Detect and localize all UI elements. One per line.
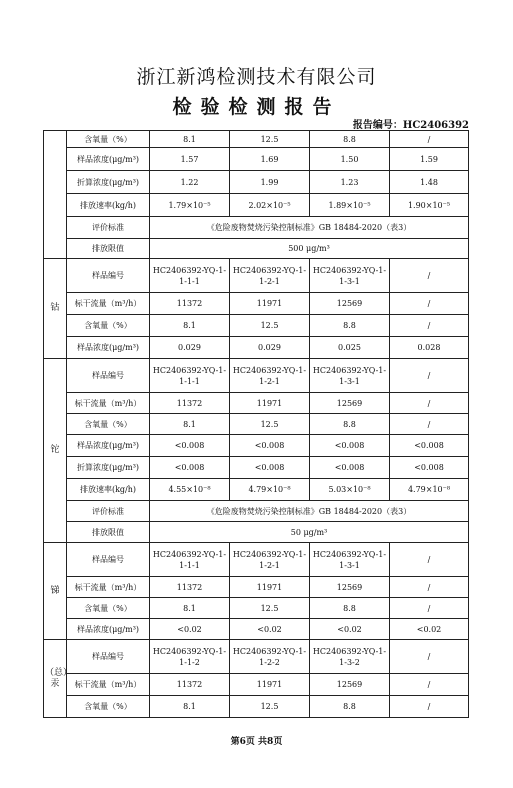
standard-value: 《危险废物焚烧污染控制标准》GB 18484-2020（表3） — [150, 501, 469, 522]
value-cell: 4.55×10⁻⁸ — [150, 479, 230, 501]
value-cell: <0.008 — [150, 435, 230, 457]
report-number: 报告编号：HC2406392 — [352, 120, 469, 131]
value-cell: 8.8 — [310, 315, 390, 337]
results-table — [43, 130, 469, 718]
table-row — [44, 217, 469, 239]
row-label: 含氧量（%） — [67, 131, 150, 148]
row-label: 排放速率(kg/h) — [67, 194, 150, 217]
value-cell: 8.1 — [150, 131, 230, 148]
row-label: 样品浓度(μg/m³) — [67, 435, 150, 457]
sample-id: / — [390, 259, 469, 293]
row-label: 标干流量（m³/h） — [67, 393, 150, 414]
sample-id: HC2406392-YQ-1-1-3-2 — [310, 640, 390, 674]
company-name: 浙江新鸿检测技术有限公司 — [136, 66, 377, 88]
value-cell: 12.5 — [230, 414, 310, 435]
value-cell: 8.8 — [310, 696, 390, 718]
table-row — [44, 674, 469, 696]
value-cell: 8.1 — [150, 696, 230, 718]
value-cell: 11971 — [230, 674, 310, 696]
value-cell: / — [390, 293, 469, 315]
value-cell: <0.008 — [150, 457, 230, 479]
row-label: 标干流量（m³/h） — [67, 293, 150, 315]
value-cell: 12.5 — [230, 696, 310, 718]
value-cell: 1.48 — [390, 171, 469, 194]
table-row — [44, 435, 469, 457]
value-cell: 12.5 — [230, 598, 310, 619]
table-row — [44, 696, 469, 718]
value-cell: 1.59 — [390, 148, 469, 171]
row-label: 含氧量（%） — [67, 315, 150, 337]
value-cell: 12569 — [310, 577, 390, 598]
row-label: 含氧量（%） — [67, 598, 150, 619]
value-cell: / — [390, 598, 469, 619]
sample-id: / — [390, 640, 469, 674]
value-cell: 1.50 — [310, 148, 390, 171]
value-cell: 11971 — [230, 577, 310, 598]
value-cell: 8.1 — [150, 315, 230, 337]
value-cell: 0.029 — [150, 337, 230, 359]
table-row — [44, 359, 469, 393]
table-row — [44, 640, 469, 674]
row-label: 评价标准 — [67, 501, 150, 522]
limit-value: 50 μg/m³ — [150, 522, 469, 543]
value-cell: 12569 — [310, 674, 390, 696]
table-row — [44, 577, 469, 598]
value-cell: <0.008 — [230, 457, 310, 479]
value-cell: 0.028 — [390, 337, 469, 359]
value-cell: / — [390, 674, 469, 696]
row-label: 折算浓度(μg/m³) — [67, 171, 150, 194]
sample-id: HC2406392-YQ-1-1-2-1 — [230, 359, 310, 393]
value-cell: 1.22 — [150, 171, 230, 194]
value-cell: / — [390, 696, 469, 718]
table-row — [44, 239, 469, 259]
value-cell: 5.03×10⁻⁸ — [310, 479, 390, 501]
value-cell: 1.57 — [150, 148, 230, 171]
row-label: 含氧量（%） — [67, 696, 150, 718]
table-row — [44, 414, 469, 435]
table-row — [44, 522, 469, 543]
value-cell: 0.029 — [230, 337, 310, 359]
row-label: 样品浓度(μg/m³) — [67, 148, 150, 171]
sample-id: HC2406392-YQ-1-1-2-2 — [230, 640, 310, 674]
row-label: 样品编号 — [67, 543, 150, 577]
group-cell: （总）汞 — [44, 640, 67, 718]
sample-id: / — [390, 543, 469, 577]
value-cell: 8.8 — [310, 414, 390, 435]
table-row — [44, 457, 469, 479]
value-cell: 4.79×10⁻⁸ — [230, 479, 310, 501]
sample-id: HC2406392-YQ-1-1-1-1 — [150, 359, 230, 393]
table-row — [44, 293, 469, 315]
value-cell: 2.02×10⁻⁵ — [230, 194, 310, 217]
value-cell: <0.008 — [390, 457, 469, 479]
group-cell — [44, 131, 67, 259]
table-row — [44, 543, 469, 577]
sample-id: / — [390, 359, 469, 393]
row-label: 含氧量（%） — [67, 414, 150, 435]
sample-id: HC2406392-YQ-1-1-3-1 — [310, 543, 390, 577]
value-cell: 12.5 — [230, 315, 310, 337]
value-cell: <0.008 — [310, 435, 390, 457]
value-cell: / — [390, 393, 469, 414]
value-cell: <0.02 — [230, 619, 310, 640]
value-cell: 11971 — [230, 293, 310, 315]
row-label: 排放限值 — [67, 239, 150, 259]
row-label: 标干流量（m³/h） — [67, 577, 150, 598]
limit-value: 500 μg/m³ — [150, 239, 469, 259]
value-cell: 1.90×10⁻⁵ — [390, 194, 469, 217]
row-label: 样品浓度(μg/m³) — [67, 337, 150, 359]
value-cell: / — [390, 414, 469, 435]
sample-id: HC2406392-YQ-1-1-1-1 — [150, 259, 230, 293]
value-cell: 0.025 — [310, 337, 390, 359]
sample-id: HC2406392-YQ-1-1-3-1 — [310, 359, 390, 393]
value-cell: <0.02 — [390, 619, 469, 640]
value-cell: 8.8 — [310, 131, 390, 148]
value-cell: 1.89×10⁻⁵ — [310, 194, 390, 217]
report-title: 检验检测报告 — [172, 96, 341, 118]
value-cell: 12.5 — [230, 131, 310, 148]
row-label: 样品浓度(μg/m³) — [67, 619, 150, 640]
value-cell: 11372 — [150, 393, 230, 414]
table-row — [44, 259, 469, 293]
sample-id: HC2406392-YQ-1-1-2-1 — [230, 259, 310, 293]
value-cell: 11971 — [230, 393, 310, 414]
table-row — [44, 194, 469, 217]
row-label: 折算浓度(μg/m³) — [67, 457, 150, 479]
value-cell: 11372 — [150, 577, 230, 598]
sample-id: HC2406392-YQ-1-1-2-1 — [230, 543, 310, 577]
table-row — [44, 598, 469, 619]
value-cell: 1.99 — [230, 171, 310, 194]
table-row — [44, 501, 469, 522]
table-row — [44, 619, 469, 640]
value-cell: 12569 — [310, 293, 390, 315]
row-label: 排放速率(kg/h) — [67, 479, 150, 501]
value-cell: / — [390, 131, 469, 148]
value-cell: 12569 — [310, 393, 390, 414]
table-row — [44, 148, 469, 171]
value-cell: <0.02 — [150, 619, 230, 640]
row-label: 样品编号 — [67, 259, 150, 293]
sample-id: HC2406392-YQ-1-1-3-1 — [310, 259, 390, 293]
table-row — [44, 131, 469, 148]
value-cell: / — [390, 315, 469, 337]
value-cell: 1.23 — [310, 171, 390, 194]
table-row — [44, 393, 469, 414]
row-label: 样品编号 — [67, 359, 150, 393]
value-cell: <0.008 — [310, 457, 390, 479]
row-label: 标干流量（m³/h） — [67, 674, 150, 696]
value-cell: 1.69 — [230, 148, 310, 171]
standard-value: 《危险废物焚烧污染控制标准》GB 18484-2020（表3） — [150, 217, 469, 239]
value-cell: 11372 — [150, 674, 230, 696]
value-cell: 1.79×10⁻⁵ — [150, 194, 230, 217]
row-label: 样品编号 — [67, 640, 150, 674]
group-cell: 锑 — [44, 543, 67, 640]
value-cell: 11372 — [150, 293, 230, 315]
value-cell: 8.1 — [150, 414, 230, 435]
table-row — [44, 479, 469, 501]
table-row — [44, 171, 469, 194]
table-row — [44, 337, 469, 359]
value-cell: <0.008 — [230, 435, 310, 457]
table-row — [44, 315, 469, 337]
value-cell: / — [390, 577, 469, 598]
page-footer: 第6页 共8页 — [230, 737, 283, 747]
group-cell: 钴 — [44, 259, 67, 359]
row-label: 评价标准 — [67, 217, 150, 239]
value-cell: 8.1 — [150, 598, 230, 619]
value-cell: 8.8 — [310, 598, 390, 619]
sample-id: HC2406392-YQ-1-1-1-2 — [150, 640, 230, 674]
value-cell: <0.008 — [390, 435, 469, 457]
row-label: 排放限值 — [67, 522, 150, 543]
value-cell: 4.79×10⁻⁸ — [390, 479, 469, 501]
sample-id: HC2406392-YQ-1-1-1-1 — [150, 543, 230, 577]
value-cell: <0.02 — [310, 619, 390, 640]
group-cell: 铊 — [44, 359, 67, 543]
